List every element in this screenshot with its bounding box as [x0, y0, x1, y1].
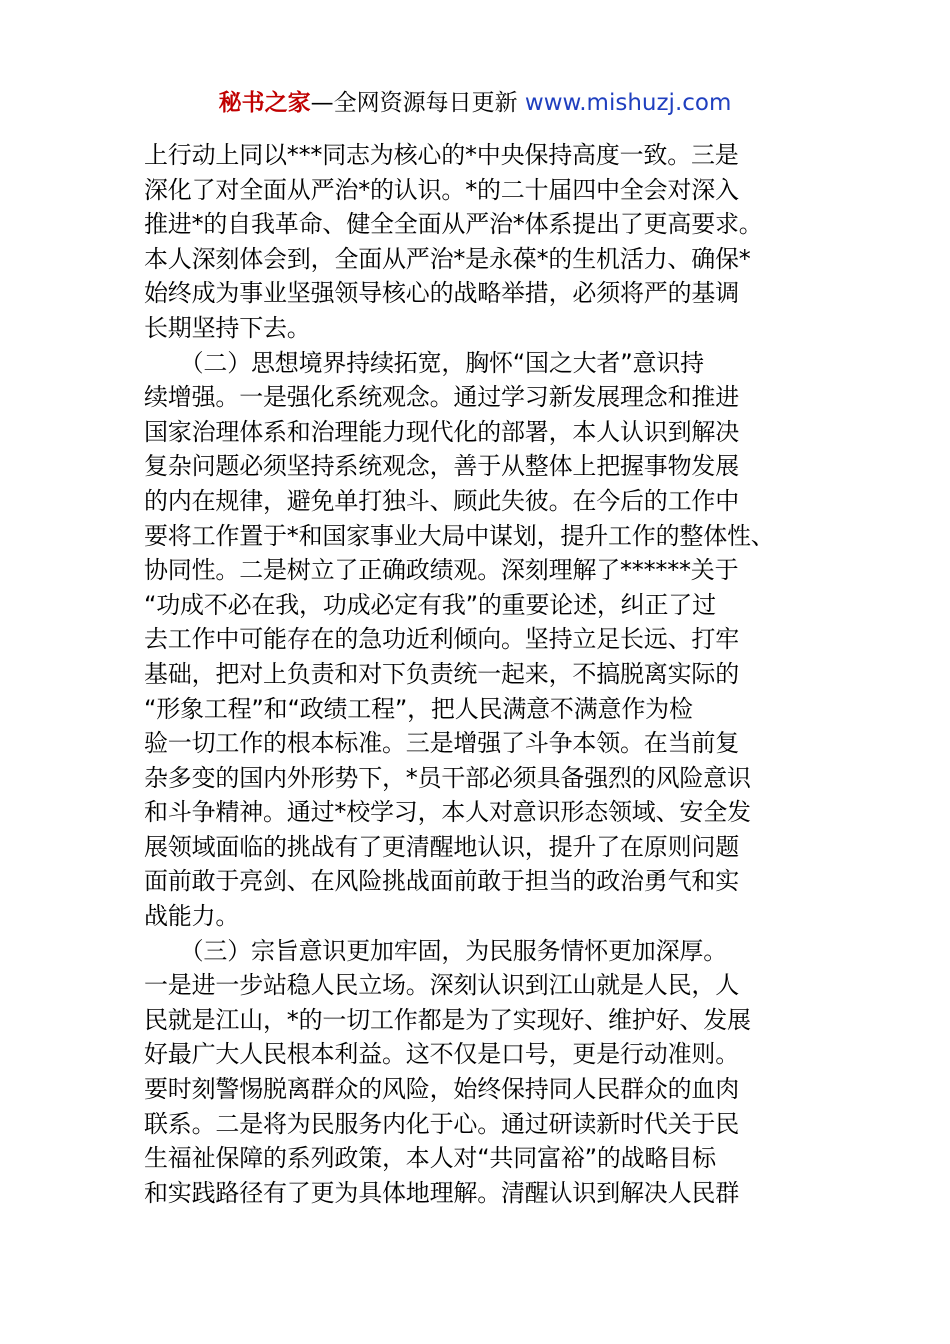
text-line: 去工作中可能存在的急功近利倾向。坚持立足长远、打牢 — [144, 625, 739, 654]
text-line: 好最广大人民根本利益。这不仅是口号，更是行动准则。 — [144, 1040, 739, 1069]
text-line: 国家治理体系和治理能力现代化的部署，本人认识到解决 — [144, 417, 739, 446]
text-line: 复杂问题必须坚持系统观念，善于从整体上把握事物发展 — [144, 452, 739, 481]
text-line: 杂多变的国内外形势下，*员干部必须具备强烈的风险意识 — [144, 763, 751, 792]
text-line: 本人深刻体会到，全面从严治*是永葆*的生机活力、确保* — [144, 244, 751, 273]
text-line: 深化了对全面从严治*的认识。*的二十届四中全会对深入 — [144, 175, 739, 204]
header-slogan: —全网资源每日更新 — [310, 90, 525, 116]
text-line: “功成不必在我，功成必定有我”的重要论述，纠正了过 — [144, 590, 716, 619]
text-line: 基础，把对上负责和对下负责统一起来，不搞脱离实际的 — [144, 659, 739, 688]
text-line: 长期坚持下去。 — [144, 313, 311, 342]
website-link[interactable]: www.mishuzj.com — [524, 90, 732, 116]
text-line: 的内在规律，避免单打独斗、顾此失彼。在今后的工作中 — [144, 486, 739, 515]
text-line: 生福祉保障的系列政策，本人对“共同富裕”的战略目标 — [144, 1144, 716, 1173]
text-line: 和斗争精神。通过*校学习，本人对意识形态领域、安全发 — [144, 798, 751, 827]
text-line: 和实践路径有了更为具体地理解。清醒认识到解决人民群 — [144, 1178, 739, 1207]
document-body — [144, 138, 814, 1210]
brand-name: 秘书之家 — [218, 90, 311, 116]
text-line: 验一切工作的根本标准。三是增强了斗争本领。在当前复 — [144, 729, 739, 758]
text-line: 推进*的自我革命、健全全面从严治*体系提出了更高要求。 — [144, 210, 763, 239]
text-line: 面前敢于亮剑、在风险挑战面前敢于担当的政治勇气和实 — [144, 867, 739, 896]
text-line: 要将工作置于*和国家事业大局中谋划，提升工作的整体性、 — [144, 521, 775, 550]
text-line: 协同性。二是树立了正确政绩观。深刻理解了******关于 — [144, 556, 739, 585]
section-heading-line: （二）思想境界持续拓宽，胸怀“国之大者”意识持 — [144, 348, 704, 377]
text-line: 展领域面临的挑战有了更清醒地认识，提升了在原则问题 — [144, 832, 739, 861]
text-line: 续增强。一是强化系统观念。通过学习新发展理念和推进 — [144, 383, 739, 412]
text-line: 始终成为事业坚强领导核心的战略举措，必须将严的基调 — [144, 279, 739, 308]
text-line: 战能力。 — [144, 902, 240, 931]
section-heading-line: （三）宗旨意识更加牢固，为民服务情怀更加深厚。 — [144, 936, 727, 965]
text-line: “形象工程”和“政绩工程”，把人民满意不满意作为检 — [144, 694, 693, 723]
text-line: 联系。二是将为民服务内化于心。通过研读新时代关于民 — [144, 1109, 739, 1138]
text-line: 要时刻警惕脱离群众的风险，始终保持同人民群众的血肉 — [144, 1075, 739, 1104]
text-line: 一是进一步站稳人民立场。深刻认识到江山就是人民，人 — [144, 971, 739, 1000]
text-line: 上行动上同以***同志为核心的*中央保持高度一致。三是 — [144, 141, 739, 169]
text-line: 民就是江山，*的一切工作都是为了实现好、维护好、发展 — [144, 1005, 751, 1034]
page-header — [0, 86, 950, 120]
